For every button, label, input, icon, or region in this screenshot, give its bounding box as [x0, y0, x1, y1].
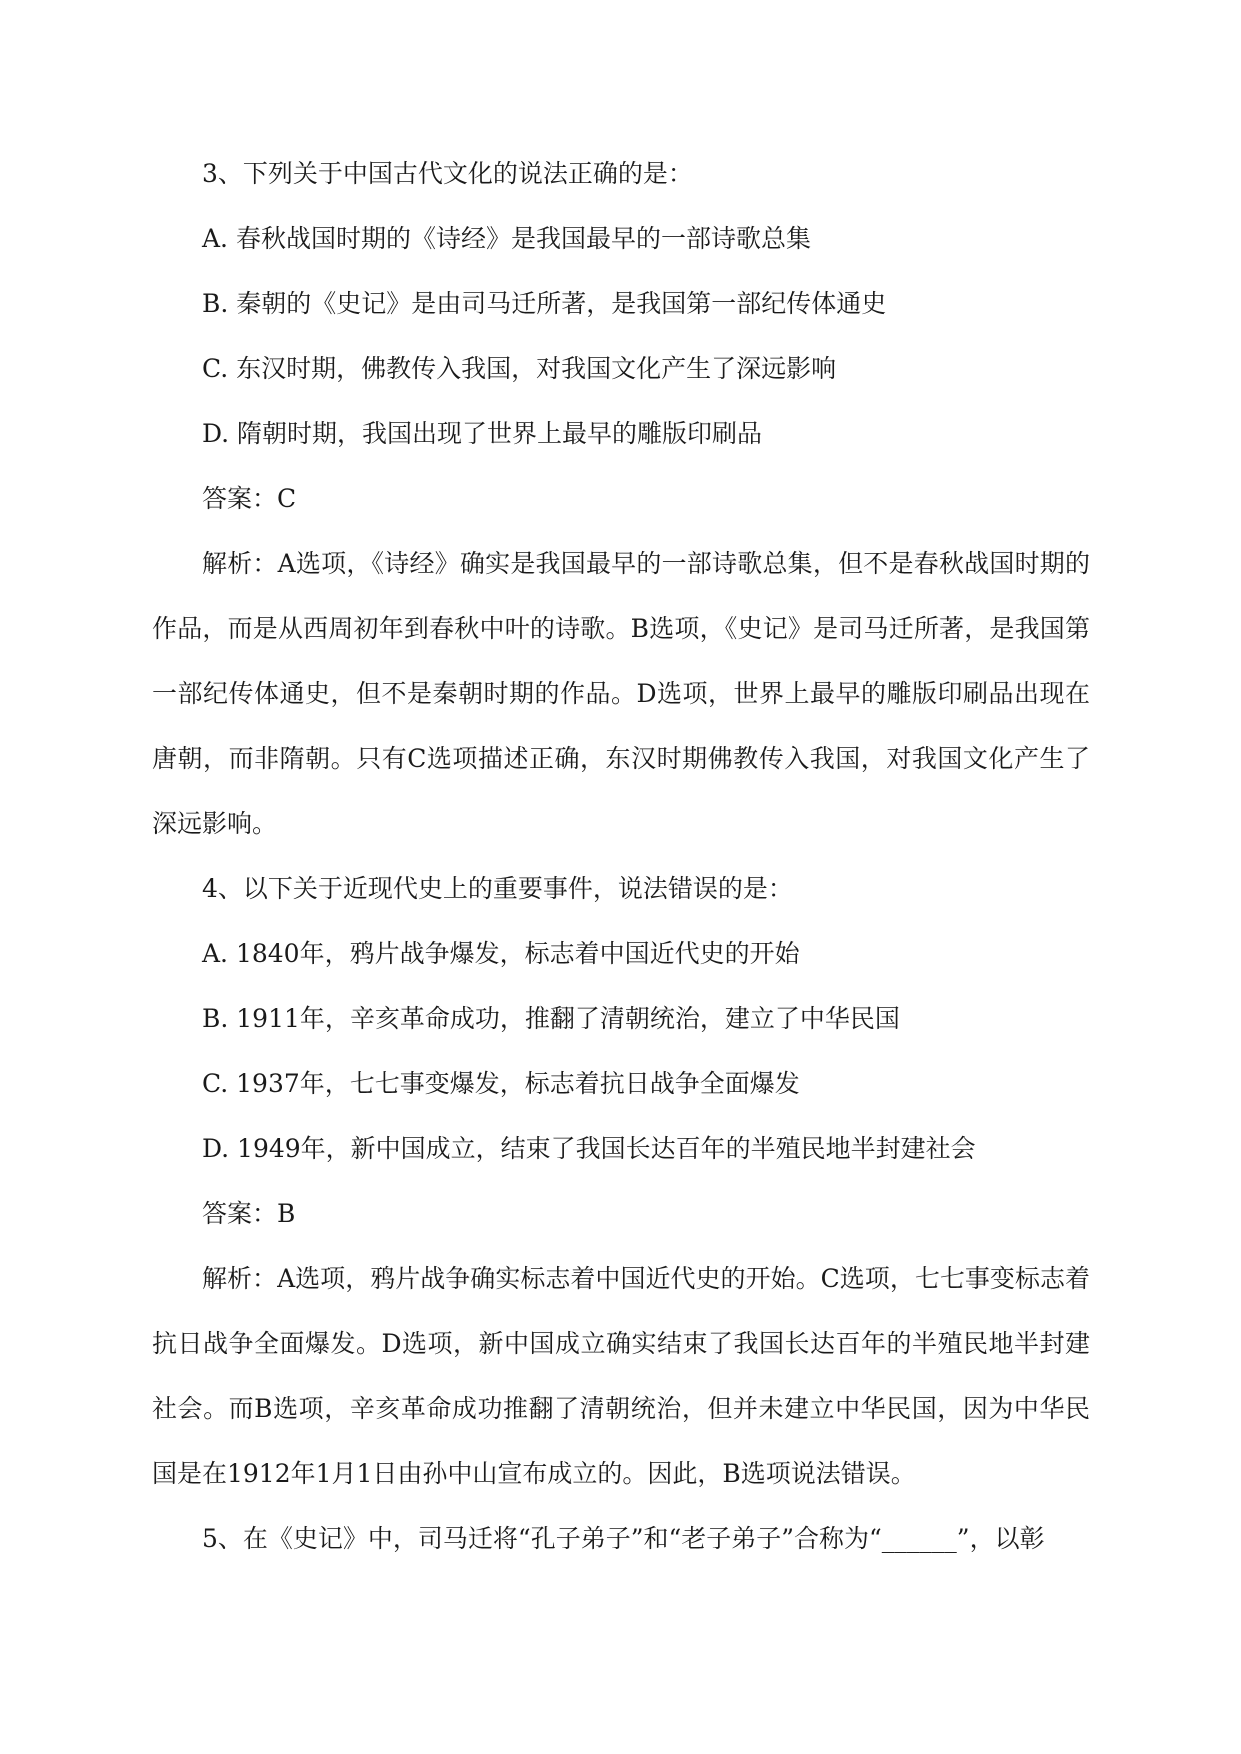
analysis: 解析：A选项，《诗经》确实是我国最早的一部诗歌总集，但不是春秋战国时期的作品，而是从西周初年到春秋中叶的诗歌。B选项，《史记》是司马迁所著，是我国第一部纪传体通史，但不是秦朝时期的作品。D选项，世界上最早的雕版印刷品出现在唐朝，而非隋朝。只有C选项描述正确，东汉时期佛教传入我国，对我国文化产生了深远影响。	[152, 549, 1090, 838]
question-stem: 3、下列关于中国古代文化的说法正确的是：	[202, 159, 693, 188]
option-a: A. 春秋战国时期的《诗经》是我国最早的一部诗歌总集	[202, 224, 811, 253]
question-stem: 5、在《史记》中，司马迁将“孔子弟子”和“老子弟子”合称为“______”，以彰	[202, 1524, 1045, 1553]
question-3	[152, 141, 1090, 856]
answer: 答案：C	[202, 484, 297, 513]
option-d: D. 1949年，新中国成立，结束了我国长达百年的半殖民地半封建社会	[202, 1134, 976, 1163]
document-body	[152, 141, 1090, 1571]
option-d: D. 隋朝时期，我国出现了世界上最早的雕版印刷品	[202, 419, 763, 448]
analysis: 解析：A选项，鸦片战争确实标志着中国近代史的开始。C选项，七七事变标志着抗日战争全面爆发。D选项，新中国成立确实结束了我国长达百年的半殖民地半封建社会。而B选项，辛亥革命成功推翻了清朝统治，但并未建立中华民国，因为中华民国是在1912年1月1日由孙中山宣布成立的。因此，B选项说法错误。	[152, 1264, 1090, 1488]
option-c: C. 1937年，七七事变爆发，标志着抗日战争全面爆发	[202, 1069, 800, 1098]
answer: 答案：B	[202, 1199, 296, 1228]
option-a: A. 1840年，鸦片战争爆发，标志着中国近代史的开始	[202, 939, 800, 968]
question-stem: 4、以下关于近现代史上的重要事件，说法错误的是：	[202, 874, 793, 903]
option-b: B. 秦朝的《史记》是由司马迁所著，是我国第一部纪传体通史	[202, 289, 887, 318]
option-c: C. 东汉时期，佛教传入我国，对我国文化产生了深远影响	[202, 354, 837, 383]
question-5	[152, 1506, 1090, 1571]
question-4	[152, 856, 1090, 1506]
option-b: B. 1911年，辛亥革命成功，推翻了清朝统治，建立了中华民国	[202, 1004, 900, 1033]
